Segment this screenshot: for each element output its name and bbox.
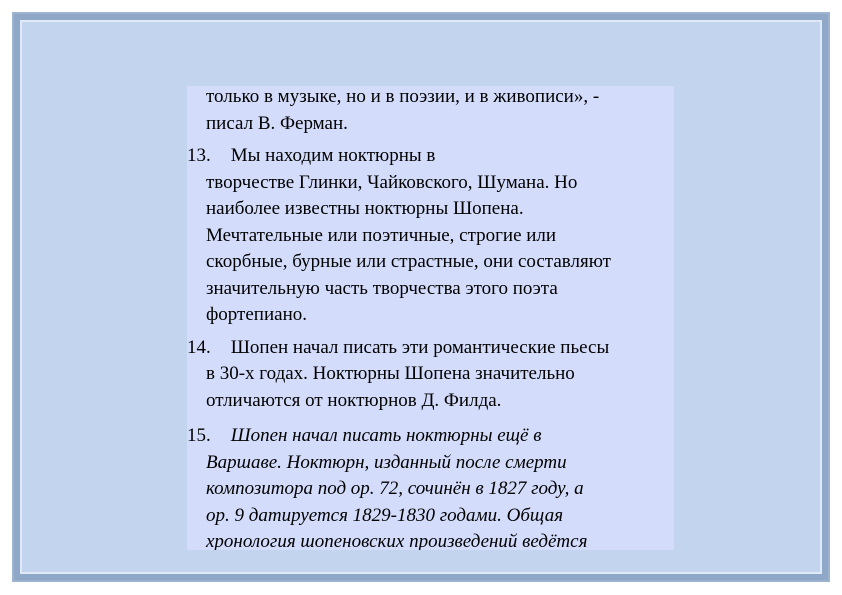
- paragraph-line: скорбные, бурные или страстные, они составляют: [206, 251, 611, 272]
- paragraph-line: Шопен начал писать ноктюрны ещё в: [230, 425, 542, 446]
- paragraph-line: отличаются от ноктюрнов Д. Филда.: [206, 389, 502, 411]
- paragraph-first-line: [187, 335, 674, 362]
- paragraph-15: [187, 423, 674, 550]
- paragraph-line: значительную часть творчества этого поэта: [206, 277, 558, 299]
- paragraph-line: Мы находим ноктюрны в: [230, 145, 436, 166]
- paragraph-line: в 30-х годах. Ноктюрны Шопена значительно: [206, 363, 575, 384]
- paragraph-first-line: [187, 143, 674, 170]
- paragraph-14: [187, 335, 674, 415]
- paragraph-line: фортепиано.: [206, 304, 307, 325]
- paragraph-line: наиболее известны ноктюрны Шопена.: [206, 198, 524, 219]
- paragraph-number: 13.: [187, 145, 211, 166]
- paragraph-line: композитора под ор. 72, сочинён в 1827 году, а: [206, 478, 584, 499]
- paragraph-line: Шопен начал писать эти романтические пьесы: [230, 336, 610, 358]
- paragraph-line: писал В. Ферман.: [206, 112, 348, 134]
- paragraph-line: только в музыке, но и в поэзии, и в живописи», -: [206, 86, 600, 107]
- text-block: [187, 86, 674, 550]
- paragraph-line: ор. 9 датируется 1829-1830 годами. Общая: [206, 504, 564, 526]
- paragraph-line: Варшаве. Ноктюрн, изданный после смерти: [206, 451, 567, 473]
- paragraph-first-line: [187, 423, 674, 450]
- paragraph-line: Мечтательные или поэтичные, строгие или: [206, 224, 557, 246]
- paragraph-number: 15.: [187, 425, 211, 446]
- paragraph-line: хронология шопеновских произведений ведётся: [206, 531, 588, 550]
- paragraph-line: творчестве Глинки, Чайковского, Шумана. Но: [206, 171, 578, 193]
- paragraph-continuation: [187, 86, 674, 137]
- paragraph-13: [187, 143, 674, 329]
- paragraph-number: 14.: [187, 336, 211, 358]
